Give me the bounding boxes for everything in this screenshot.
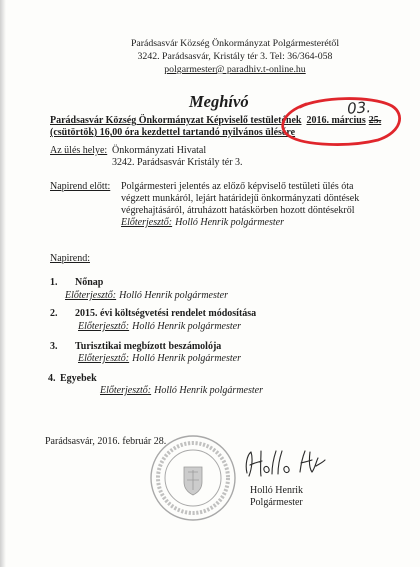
signature xyxy=(246,451,325,476)
official-stamp xyxy=(151,436,235,520)
agenda-item-title: Turisztikai megbízott beszámolója xyxy=(75,341,222,352)
signer-name: Holló Henrik xyxy=(250,485,304,496)
presenter-label: Előterjesztő: xyxy=(65,290,117,301)
invitation-line-1 xyxy=(50,116,381,126)
presenter-label: Előterjesztő: xyxy=(78,321,130,332)
email-address: polgarmester@ paradhiv.t-online.hu xyxy=(164,64,306,75)
signer-title: Polgármester xyxy=(250,497,303,508)
pre-agenda-text-line: végzett munkáról, lejárt határidejű önkormányzati döntések xyxy=(121,193,360,204)
agenda-item-presenter xyxy=(78,354,241,364)
agenda-item-presenter xyxy=(65,291,228,301)
agenda-item-presenter xyxy=(100,386,263,396)
pre-agenda-text-line: végrehajtásáról, átruházott hatáskörben hozott döntésekről xyxy=(121,205,355,216)
letterhead-address: 3242. Parádsasvár, Kristály tér 3. Tel: 36/364-058 xyxy=(137,51,333,62)
scan-edge-shadow xyxy=(0,0,6,567)
invitation-line-2: (csütörtök) 16,00 óra kezdettel tartandó nyilvános ülésére xyxy=(50,127,296,138)
agenda-label: Napirend: xyxy=(50,253,90,264)
stamp-outer-ring xyxy=(151,436,235,520)
stamp-inner-ring xyxy=(165,450,221,506)
handwritten-date-correction: 03. xyxy=(346,98,372,118)
agenda-item-title: Nőnap xyxy=(75,277,104,288)
agenda-item-title: Egyebek xyxy=(60,373,97,384)
agenda-item-presenter xyxy=(78,322,241,332)
agenda-item-number: 3. xyxy=(50,341,58,352)
venue-label: Az ülés helye: xyxy=(50,145,108,156)
agenda-item-number: 2. xyxy=(50,308,58,319)
agenda-item-number: 4. xyxy=(48,373,56,384)
presenter-name: Holló Henrik polgármester xyxy=(132,321,241,332)
presenter-label: Előterjesztő: xyxy=(100,385,152,396)
agenda-item-number: 1. xyxy=(50,277,58,288)
place-and-date: Parádsasvár, 2016. február 28. xyxy=(45,436,167,447)
pre-agenda-presenter xyxy=(121,218,284,228)
pre-agenda-text-line: Polgármesteri jelentés az előző képviselő testületi ülés óta xyxy=(121,181,354,192)
presenter-name: Holló Henrik polgármester xyxy=(154,385,263,396)
venue-address: 3242. Parádsasvár Kristály tér 3. xyxy=(112,157,243,168)
stamp-crest-icon xyxy=(184,467,202,495)
presenter-name: Holló Henrik polgármester xyxy=(119,290,228,301)
stamp-crest-detail xyxy=(187,470,199,490)
letterhead-email xyxy=(50,65,420,75)
presenter-name: Holló Henrik polgármester xyxy=(132,353,241,364)
presenter-label: Előterjesztő: xyxy=(121,217,173,228)
presenter-name: Holló Henrik polgármester xyxy=(175,217,284,228)
pre-agenda-label: Napirend előtt: xyxy=(50,181,111,192)
letterhead-sender: Parádsasvár Község Önkormányzat Polgármesterétől xyxy=(130,38,340,49)
agenda-item-title: 2015. évi költségvetési rendelet módosítása xyxy=(75,308,257,319)
stamp-lettering-ring xyxy=(158,443,228,513)
meeting-date-original-day: 25. xyxy=(368,115,382,126)
invitation-body: Parádsasvár Község Önkormányzat Képviselő testületének xyxy=(50,115,302,126)
venue-name: Önkormányzati Hivatal xyxy=(112,145,207,156)
meeting-date-month: 2016. március xyxy=(306,115,366,126)
document-title: Meghívó xyxy=(189,92,249,111)
presenter-label: Előterjesztő: xyxy=(78,353,130,364)
